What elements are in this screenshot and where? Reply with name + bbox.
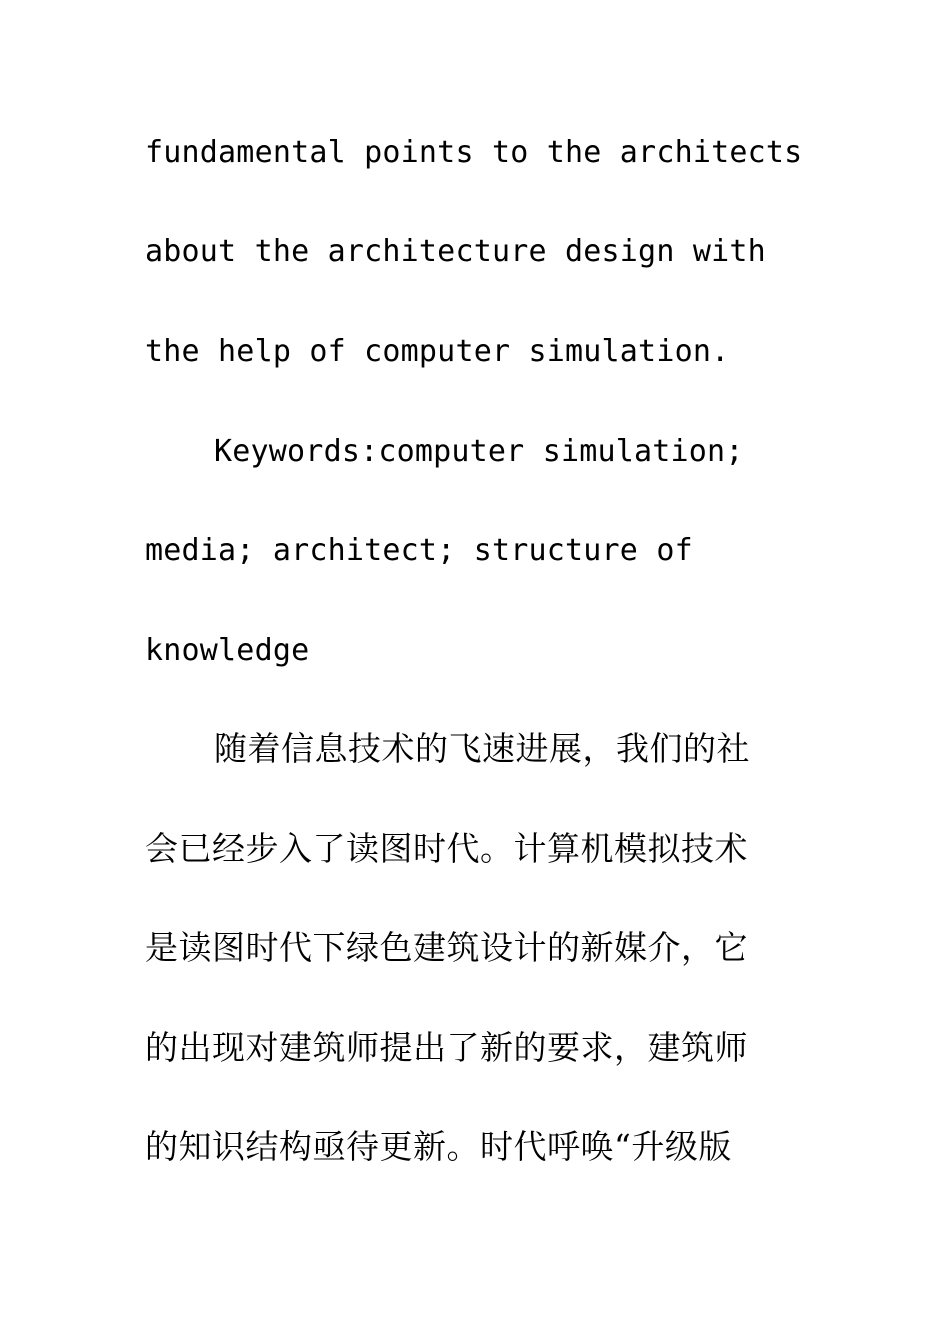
- body-line-2: 会已经步入了读图时代。计算机模拟技术: [145, 829, 748, 868]
- keywords-line-3: knowledge: [145, 633, 310, 668]
- keywords-line-2: media; architect; structure of: [145, 533, 693, 568]
- keywords-line-1: Keywords:computer simulation;: [214, 434, 744, 469]
- body-line-1: 随着信息技术的飞速进展，我们的社: [214, 729, 750, 768]
- abstract-line-3: the help of computer simulation.: [145, 334, 730, 369]
- body-line-5: 的知识结构亟待更新。时代呼唤“升级版: [145, 1127, 732, 1166]
- body-line-3: 是读图时代下绿色建筑设计的新媒介，它: [145, 928, 748, 967]
- abstract-line-2: about the architecture design with: [145, 234, 766, 269]
- abstract-line-1: fundamental points to the architects: [145, 135, 803, 170]
- body-line-4: 的出现对建筑师提出了新的要求，建筑师: [145, 1028, 748, 1067]
